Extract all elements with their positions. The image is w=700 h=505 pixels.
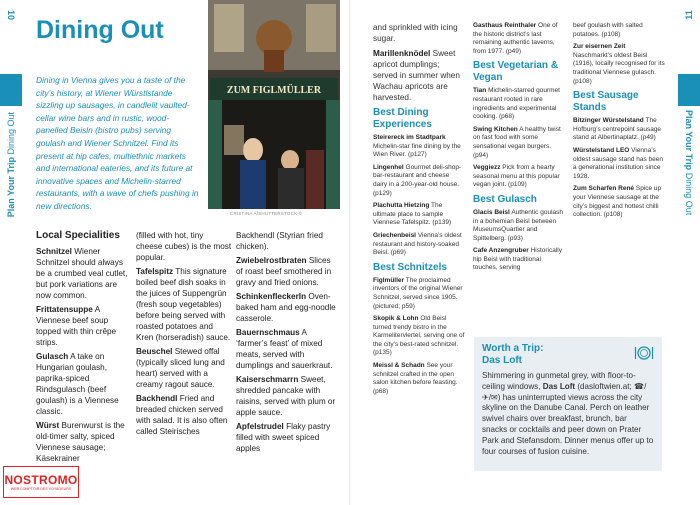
list-item: Frittatensuppe A Viennese beef soup topped with thin crêpe strips. xyxy=(36,305,117,347)
list-item: Bitzinger Würstelstand The Hofburg’s centrepoint sausage stand at Albertinaplatz. (p49) xyxy=(573,117,662,142)
list-item: Plachutta Hietzing The ultimate place to sample Viennese Tafelspitz. (p139) xyxy=(373,202,452,227)
list-item: Würst Burenwurst is the old-timer salty, spiced Viennese sausage; Käsekrainer xyxy=(36,421,125,463)
list-item: Bauernschmaus A ‘farmer’s feast’ of mixed meats, served with dumplings and sauerkraut. xyxy=(236,328,333,370)
section-tab-right: Plan Your Trip Dining Out xyxy=(684,110,694,216)
list-item: Backhendl (Styrian fried chicken). xyxy=(236,231,323,251)
list-item: Schnitzel Wiener Schnitzel should always be a crumbed veal cutlet, but pork variations are now common. xyxy=(36,247,128,300)
list-item: Steirereck im Stadtpark Michelin-star fine dining by the Wien River. (p127) xyxy=(373,134,461,159)
figlmuller-illustration xyxy=(208,0,340,209)
list-item: Cafe Anzengruber Historically hip Beisl with traditional touches, serving xyxy=(473,247,562,272)
best-sausage-heading: Best Sausage Stands xyxy=(573,90,639,114)
right-side-tab xyxy=(678,0,700,505)
left-side-tab xyxy=(0,0,22,505)
list-item: Zum Scharfen René Spice up your Viennese sausage at the city’s biggest and hottest chilli collection. (p108) xyxy=(573,185,662,219)
list-item: Glacis Beisl Authentic goulash in a bohemian Beisl between MuseumsQuartier and Spittelberg. (p93) xyxy=(473,208,563,242)
list-item: Backhendl Fried and breaded chicken served with salad. It is also often called Steirisches xyxy=(136,394,228,436)
best-vegetarian-heading: Best Vegetarian & Vegan xyxy=(473,60,559,84)
nostromo-logo: NOSTROMO WEB COMPTOIR DES VOYAGEURS xyxy=(3,466,79,498)
list-item: Skopik & Lohn Old Beisl turned trendy bistro in the Karmelitervlertel, serving one of the city’s best-rated schnitzel. (p135) xyxy=(373,315,465,357)
best-dining-heading: Best Dining Experiences xyxy=(373,107,432,130)
list-item: Gasthaus Reinthaler One of the historic district’s last remaining authentic taverns, from 1977. (p49) xyxy=(473,22,558,55)
local-specialities-heading: Local Specialities xyxy=(36,230,120,241)
continued-text: and sprinkled with icing sugar. xyxy=(373,23,458,43)
section-tab-left: Plan Your Trip Dining Out xyxy=(6,112,16,218)
right-col-2 xyxy=(473,22,565,277)
page-number-right: 11 xyxy=(678,0,700,30)
list-item: Lingenhel Gourmet deli-shop-bar-restaurant and cheese dairy in a 200-year-old house. (p129) xyxy=(373,163,462,197)
specialities-col-2 xyxy=(136,230,232,440)
list-item: Zwiebelrostbraten Slices of roast beef smothered in gravy and fried onions. xyxy=(236,256,332,287)
intro-paragraph: Dining in Vienna gives you a taste of the city’s history, at Wiener Würstlstande sizzling up sausages, in candlelit vaulted-cellar wine bars and in rustic, wood-panelled Beisln (bistro pubs) serving goulash and Wiener Schnitzel. Find its present at hip cafes, multiethnic markets and international eateries, and its future at innovative spaces and Michelin-starred restaurants, with a wave of chefs pushing in new directions. xyxy=(36,75,199,211)
gutter xyxy=(349,0,351,505)
list-item: Würstelstand LEO Vienna’s oldest sausage stand has been a generational institution since 1928. xyxy=(573,146,663,180)
specialities-col-3 xyxy=(236,230,336,457)
list-item: Apfelstrudel Flaky pastry filled with sweet spiced apples xyxy=(236,422,331,453)
page-title: Dining Out xyxy=(36,16,164,44)
list-item: Zur eisernen Zeit Naschmarkt’s oldest Beisl (1916), locally recognised for its traditional Viennese gulasch. (p108) xyxy=(573,43,665,85)
list-item: Marillenknödel Sweet apricot dumplings; served in summer when Wachau apricots are harvested. xyxy=(373,49,460,102)
list-item: Meissl & Schadn See your schnitzel crafted in the open salon kitchen before feasting. (p68) xyxy=(373,362,458,395)
list-item: Kaiserschmarrn Sweet, shredded pancake with raisins, served with plum or apple sauce. xyxy=(236,375,336,417)
best-schnitzels-heading: Best Schnitzels xyxy=(373,261,447,273)
list-item: Griechenbeisl Vienna’s oldest restaurant and history-soaked Beisl. (p69) xyxy=(373,231,462,257)
worth-a-trip-box xyxy=(474,337,662,471)
right-col-1 xyxy=(373,22,465,400)
figlmuller-sign: ZUM FIGLMÜLLER xyxy=(226,85,322,96)
cutlery-plate-icon xyxy=(634,345,654,361)
list-item: Tafelspitz This signature boiled beef dish soaks in the juices of Suppengrün (fresh soup vegetables) before being served with roasted potatoes and Kren (horseradish) sauce. xyxy=(136,267,231,342)
list-item: Swing Kitchen A healthy twist on fast food with some sensational vegan burgers. (p94) xyxy=(473,125,561,159)
page-number-left: 10 xyxy=(0,0,22,30)
continued-text: beef goulash with salted potatoes. (p108) xyxy=(573,22,643,38)
list-item: Veggiezz Pick from a hearty seasonal menu at this popular vegan joint. (p109) xyxy=(473,164,560,189)
list-item: Beuschel Stewed offal (typically sliced lung and heart) served with a creamy ragout sauce. xyxy=(136,347,225,389)
list-item: (filled with hot, tiny cheese cubes) is the most popular. xyxy=(136,231,232,262)
list-item: Tian Michelin-starred gourmet restaurant rooted in rare ingredients and experimental cooking. (p68) xyxy=(473,87,560,121)
tab-marker-right xyxy=(678,74,700,106)
photo-figlmuller xyxy=(208,0,340,209)
list-item: Figlmüller The proclaimed inventors of the original Wiener Schnitzel, served since 1905. (pictured; p59) xyxy=(373,276,463,310)
list-item: SchinkenfleckerIn Oven-baked ham and egg-noodle casserole. xyxy=(236,292,336,323)
right-col-3 xyxy=(573,22,665,224)
photo-caption: CRISTINA A/SHUTTERSTOCK © xyxy=(230,211,303,216)
list-item: Gulasch A take on Hungarian goulash, paprika-spiced Rindsgulasch (beef goulash) is a Viennese classic. xyxy=(36,352,119,416)
box-heading: Worth a Trip: Das Loft xyxy=(482,343,544,366)
box-text: Shimmering in gunmetal grey, with floor-to-ceiling windows, Das Loft (dasloftwien.at; ☎/✈/✉) has uninterrupted views across the city skyline on the Danube Canal. Perch on leather swivel chairs over breakfast, brunch, bar snacks or cocktails and peer down on Prater Park and Stefansdom. Dinner menus offer up to four courses of fusion cuisine. xyxy=(482,371,654,456)
best-gulasch-heading: Best Gulasch xyxy=(473,193,537,205)
specialities-col-1 xyxy=(36,230,132,467)
tab-marker-left xyxy=(0,74,22,106)
